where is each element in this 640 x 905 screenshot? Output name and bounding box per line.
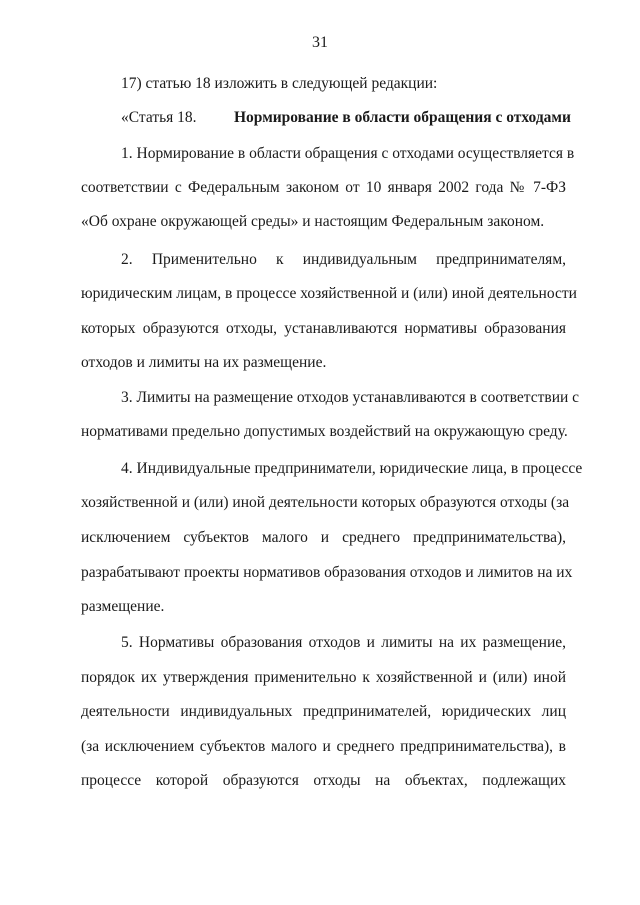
text-line: (за исключением субъектов малого и среднего предпринимательства), в xyxy=(81,738,566,755)
text-line: 1. Нормирование в области обращения с отходами осуществляется в xyxy=(121,145,575,162)
article-title: Нормирование в области обращения с отходами xyxy=(234,109,571,126)
intro-text: 17) статью 18 изложить в следующей редакции: xyxy=(121,75,438,92)
text-line: 5. Нормативы образования отходов и лимиты на их размещение, xyxy=(121,634,566,651)
text-line: юридическим лицам, в процессе хозяйственной и (или) иной деятельности xyxy=(81,285,577,302)
text-line: исключением субъектов малого и среднего предпринимательства), xyxy=(81,529,566,546)
text-line: 3. Лимиты на размещение отходов устанавливаются в соответствии с xyxy=(121,389,580,406)
text-line: деятельности индивидуальных предпринимателей, юридических лиц xyxy=(81,703,566,720)
text-line: размещение. xyxy=(81,598,165,615)
text-line: разрабатывают проекты нормативов образования отходов и лимитов на их xyxy=(81,564,573,581)
text-line: соответствии с Федеральным законом от 10 января 2002 года № 7-ФЗ xyxy=(81,179,566,196)
text-line: «Об охране окружающей среды» и настоящим Федеральным законом. xyxy=(81,213,545,230)
text-line: хозяйственной и (или) иной деятельности которых образуются отходы (за xyxy=(81,494,570,511)
text-line: 4. Индивидуальные предприниматели, юридические лица, в процессе xyxy=(121,460,583,477)
text-line: 2. Применительно к индивидуальным предпринимателям, xyxy=(121,251,566,268)
text-line: процессе которой образуются отходы на объектах, подлежащих xyxy=(81,772,566,789)
article-label: «Статья 18. xyxy=(121,109,197,126)
text-line: отходов и лимиты на их размещение. xyxy=(81,354,327,371)
text-line: порядок их утверждения применительно к хозяйственной и (или) иной xyxy=(81,669,566,686)
text-line: нормативами предельно допустимых воздействий на окружающую среду. xyxy=(81,423,568,440)
text-line: которых образуются отходы, устанавливаются нормативы образования xyxy=(81,320,566,337)
page-number: 31 xyxy=(312,34,328,51)
